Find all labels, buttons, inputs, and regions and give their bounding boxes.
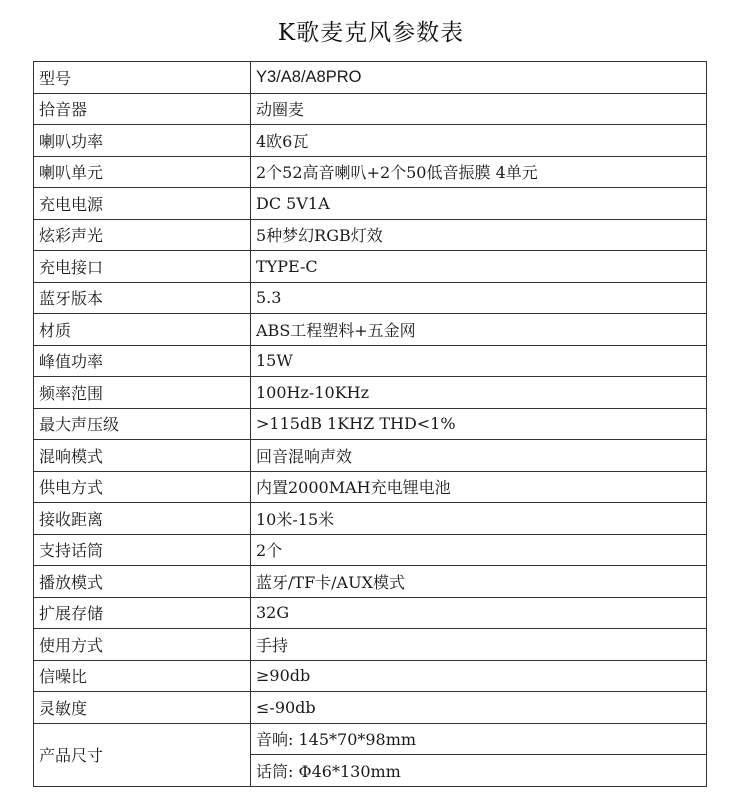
row-value: 2个 (251, 534, 707, 566)
table-row-peak-power (34, 345, 707, 377)
row-value-speaker-size: 音响: 145*70*98mm (251, 723, 707, 755)
row-label: 扩展存储 (34, 597, 251, 629)
table-row-storage-expansion (34, 597, 707, 629)
row-label: 充电电源 (34, 188, 251, 220)
table-row-charging-power (34, 188, 707, 220)
table-row-power-supply (34, 471, 707, 503)
table-row-charging-port (34, 251, 707, 283)
row-label: 混响模式 (34, 440, 251, 472)
spec-table (33, 61, 707, 787)
table-row-material (34, 314, 707, 346)
row-value: 2个52高音喇叭+2个50低音振膜 4单元 (251, 156, 707, 188)
table-row-playback-mode (34, 566, 707, 598)
table-row-usage (34, 629, 707, 661)
table-row-speaker-unit (34, 156, 707, 188)
row-label: 供电方式 (34, 471, 251, 503)
row-value: 15W (251, 345, 707, 377)
row-value: 100Hz-10KHz (251, 377, 707, 409)
row-value: 回音混响声效 (251, 440, 707, 472)
row-label: 峰值功率 (34, 345, 251, 377)
row-value: 内置2000MAH充电锂电池 (251, 471, 707, 503)
row-value: 10米-15米 (251, 503, 707, 535)
row-label: 喇叭功率 (34, 125, 251, 157)
row-label: 充电接口 (34, 251, 251, 283)
row-value: 手持 (251, 629, 707, 661)
row-label: 播放模式 (34, 566, 251, 598)
row-value: 32G (251, 597, 707, 629)
table-row-model (34, 62, 707, 94)
table-row-sensitivity (34, 692, 707, 724)
row-value: 5种梦幻RGB灯效 (251, 219, 707, 251)
row-value: ≥90db (251, 660, 707, 692)
table-row-lighting (34, 219, 707, 251)
row-value: >115dB 1KHZ THD<1% (251, 408, 707, 440)
row-label: 频率范围 (34, 377, 251, 409)
row-label: 炫彩声光 (34, 219, 251, 251)
table-row-product-size (34, 723, 707, 755)
row-label: 喇叭单元 (34, 156, 251, 188)
table-row-max-spl (34, 408, 707, 440)
row-value: 4欧6瓦 (251, 125, 707, 157)
row-label: 材质 (34, 314, 251, 346)
row-label: 支持话筒 (34, 534, 251, 566)
row-label: 信噪比 (34, 660, 251, 692)
table-row-frequency-range (34, 377, 707, 409)
table-row-reverb-mode (34, 440, 707, 472)
page-title: K歌麦克风参数表 (277, 20, 465, 46)
row-value: Y3/A8/A8PRO (251, 62, 707, 94)
table-row-pickup (34, 93, 707, 125)
table-row-receive-distance (34, 503, 707, 535)
row-label: 使用方式 (34, 629, 251, 661)
row-value: 5.3 (251, 282, 707, 314)
row-value: ≤-90db (251, 692, 707, 724)
table-row-speaker-power (34, 125, 707, 157)
row-value: 蓝牙/TF卡/AUX模式 (251, 566, 707, 598)
table-row-bluetooth-version (34, 282, 707, 314)
row-label: 产品尺寸 (34, 723, 251, 786)
row-value: TYPE-C (251, 251, 707, 283)
row-label: 型号 (34, 62, 251, 94)
row-label: 拾音器 (34, 93, 251, 125)
row-label: 最大声压级 (34, 408, 251, 440)
row-label: 灵敏度 (34, 692, 251, 724)
row-label: 接收距离 (34, 503, 251, 535)
table-row-snr (34, 660, 707, 692)
row-value-mic-size: 话筒: Φ46*130mm (251, 755, 707, 787)
row-value: 动圈麦 (251, 93, 707, 125)
row-label: 蓝牙版本 (34, 282, 251, 314)
row-value: DC 5V1A (251, 188, 707, 220)
row-value: ABS工程塑料+五金网 (251, 314, 707, 346)
table-row-supported-mics (34, 534, 707, 566)
